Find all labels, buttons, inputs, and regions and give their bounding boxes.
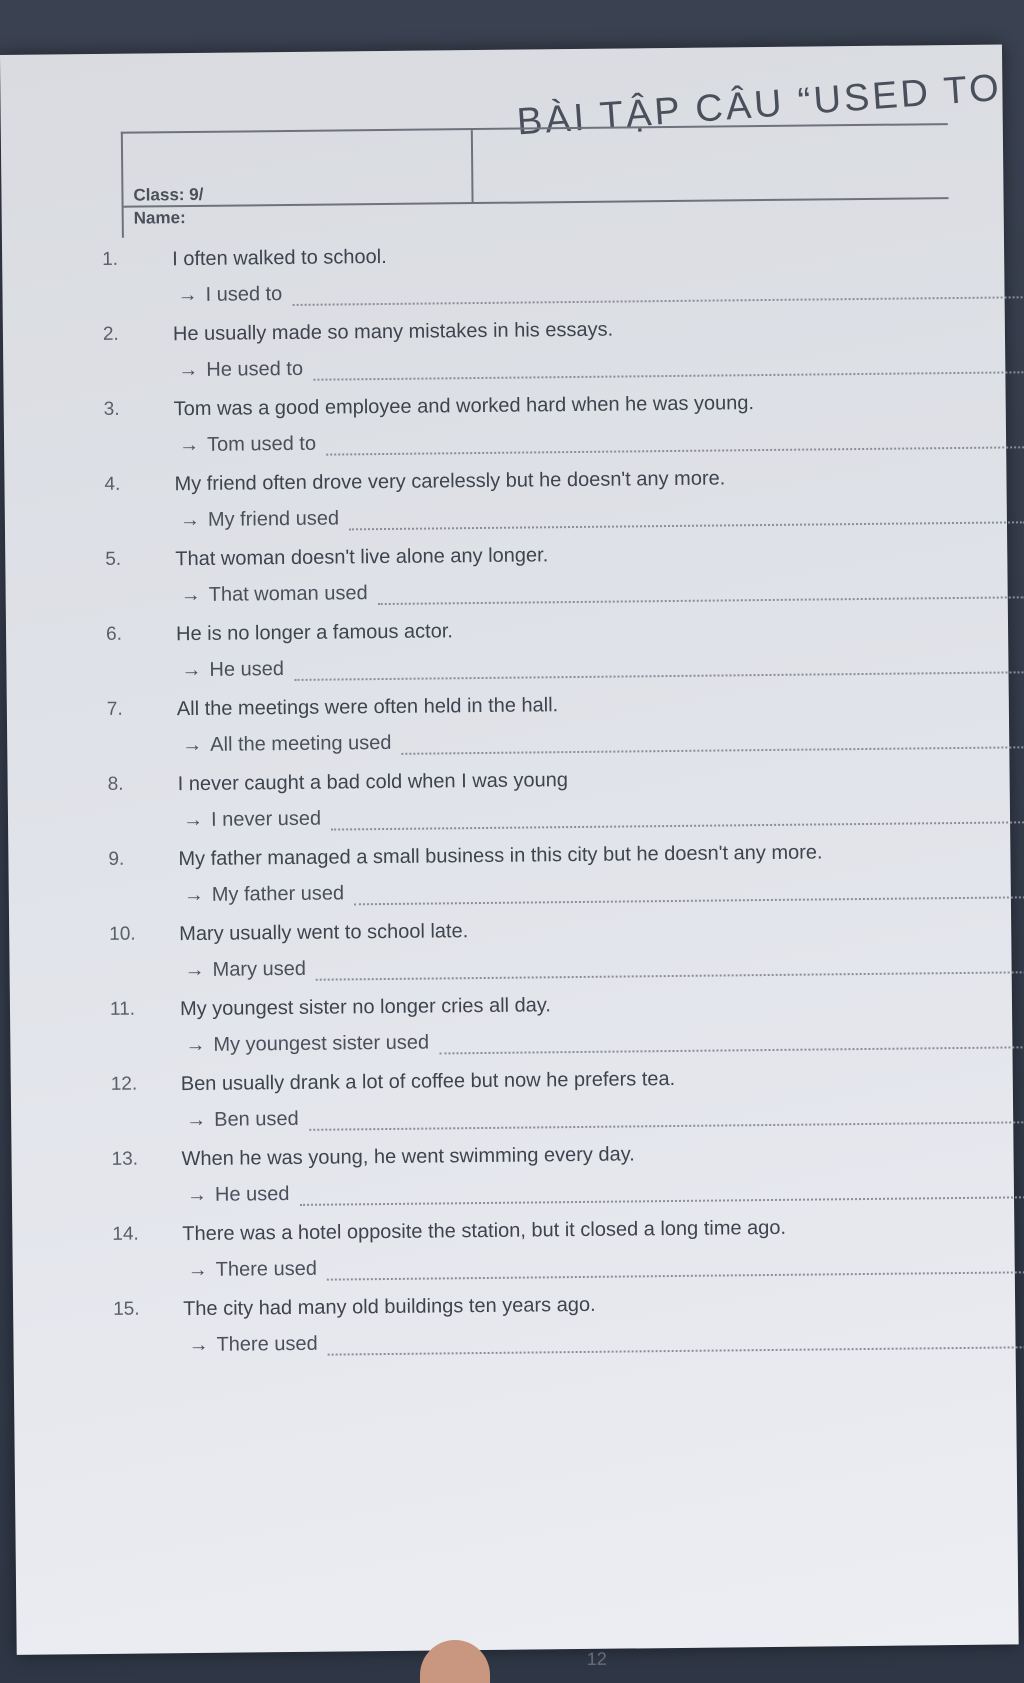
- exercise-item: [109, 914, 1010, 998]
- arrow-icon: →: [188, 1333, 209, 1357]
- item-number: 12.: [110, 1073, 138, 1095]
- item-question: The city had many old buildings ten years ago.: [183, 1293, 596, 1321]
- item-question: Ben usually drank a lot of coffee but now he prefers tea.: [180, 1067, 676, 1096]
- item-number: 13.: [111, 1148, 139, 1170]
- item-question: When he was young, he went swimming every day.: [181, 1143, 635, 1171]
- exercise-item: [103, 315, 1004, 399]
- arrow-icon: →: [179, 508, 200, 532]
- answer-line[interactable]: [309, 1121, 1024, 1131]
- answer-line[interactable]: [293, 296, 1023, 306]
- exercise-item: [104, 465, 1005, 549]
- answer-line[interactable]: [295, 671, 1024, 681]
- answer-start-text: He used: [214, 1183, 290, 1206]
- answer-start-text: Ben used: [214, 1107, 299, 1131]
- info-bottom-line: [124, 197, 949, 208]
- exercise-item: [112, 1214, 1013, 1298]
- worksheet-title: BÀI TẬP CÂU “USED TO: [515, 66, 1004, 144]
- answer-line[interactable]: [326, 446, 1024, 455]
- item-question: He usually made so many mistakes in his essays.: [172, 318, 614, 346]
- info-divider: [471, 130, 474, 202]
- exercise-item: [107, 689, 1008, 773]
- item-answer-prompt: [184, 882, 345, 907]
- item-answer-prompt: [183, 808, 321, 832]
- arrow-icon: →: [186, 1183, 208, 1207]
- arrow-icon: →: [183, 883, 204, 907]
- answer-line[interactable]: [354, 896, 1024, 905]
- item-question: I often walked to school.: [172, 245, 387, 271]
- item-answer-prompt: [181, 658, 284, 682]
- answer-line[interactable]: [328, 1346, 1024, 1355]
- item-number: 6.: [105, 623, 123, 645]
- arrow-icon: →: [182, 733, 203, 757]
- item-answer-prompt: [178, 358, 303, 382]
- page-number: 12: [586, 1648, 607, 1669]
- item-question: I never caught a bad cold when I was young: [177, 769, 569, 796]
- exercise-item: [111, 1139, 1012, 1223]
- arrow-icon: →: [187, 1258, 208, 1282]
- item-answer-prompt: [182, 732, 391, 757]
- exercise-item: [102, 240, 1003, 324]
- exercise-item: [108, 764, 1009, 848]
- exercise-item: [110, 989, 1011, 1073]
- item-question: My youngest sister no longer cries all day.: [179, 994, 552, 1021]
- answer-line[interactable]: [349, 521, 1024, 530]
- item-question: My friend often drove very carelessly but he doesn't any more.: [174, 467, 726, 496]
- answer-line[interactable]: [300, 1196, 1024, 1206]
- answer-start-text: I never used: [210, 807, 322, 831]
- item-number: 11.: [109, 998, 136, 1020]
- item-number: 8.: [107, 773, 124, 795]
- exercise-item: [111, 1064, 1012, 1148]
- item-question: All the meetings were often held in the hall.: [176, 694, 559, 721]
- item-answer-prompt: [188, 1258, 317, 1282]
- item-question: My father managed a small business in this city but he doesn't any more.: [178, 841, 823, 871]
- arrow-icon: →: [177, 283, 198, 307]
- item-answer-prompt: [180, 507, 339, 532]
- answer-start-text: My father used: [211, 882, 345, 906]
- arrow-icon: →: [182, 808, 204, 832]
- exercise-item: [105, 540, 1006, 624]
- item-question: Tom was a good employee and worked hard when he was young.: [173, 392, 755, 421]
- item-answer-prompt: [177, 283, 282, 307]
- answer-start-text: My friend used: [207, 507, 340, 531]
- student-info-box: [121, 123, 949, 238]
- item-answer-prompt: [185, 1032, 429, 1058]
- item-number: 7.: [106, 698, 123, 720]
- class-label: Class: 9/: [133, 184, 204, 205]
- item-number: 4.: [104, 473, 121, 495]
- arrow-icon: →: [184, 958, 205, 982]
- answer-start-text: My youngest sister used: [213, 1031, 430, 1056]
- name-label: Name:: [133, 208, 186, 228]
- item-number: 3.: [103, 398, 120, 420]
- item-question: That woman doesn't live alone any longer.: [175, 544, 549, 571]
- item-number: 5.: [105, 548, 122, 570]
- answer-line[interactable]: [316, 971, 1024, 980]
- answer-start-text: There used: [215, 1257, 318, 1281]
- arrow-icon: →: [180, 583, 201, 607]
- answer-start-text: I used to: [205, 283, 283, 306]
- item-answer-prompt: [186, 1108, 299, 1132]
- item-number: 14.: [112, 1223, 139, 1245]
- answer-line[interactable]: [327, 1271, 1024, 1280]
- exercise-item: [104, 390, 1005, 474]
- item-question: He is no longer a famous actor.: [175, 620, 454, 646]
- arrow-icon: →: [178, 358, 199, 382]
- arrow-icon: →: [178, 433, 200, 457]
- answer-line[interactable]: [378, 596, 1024, 605]
- exercise-item: [113, 1289, 1014, 1373]
- item-answer-prompt: [181, 582, 368, 607]
- item-question: Mary usually went to school late.: [179, 920, 469, 946]
- answer-start-text: There used: [216, 1332, 318, 1356]
- answer-line[interactable]: [439, 1046, 1024, 1054]
- exercise-item: [106, 614, 1007, 698]
- answer-start-text: He used: [209, 658, 285, 681]
- item-number: 9.: [108, 848, 125, 870]
- answer-start-text: Tom used to: [206, 432, 317, 456]
- arrow-icon: →: [181, 658, 202, 682]
- answer-start-text: He used to: [206, 357, 304, 381]
- exercise-item: [108, 839, 1009, 923]
- item-answer-prompt: [187, 1183, 290, 1207]
- arrow-icon: →: [186, 1108, 207, 1132]
- arrow-icon: →: [185, 1033, 206, 1057]
- answer-line[interactable]: [401, 746, 1024, 755]
- answer-start-text: Mary used: [212, 957, 307, 981]
- item-number: 1.: [102, 248, 119, 270]
- item-answer-prompt: [184, 958, 306, 982]
- item-number: 2.: [102, 323, 119, 345]
- item-answer-prompt: [188, 1333, 317, 1357]
- item-answer-prompt: [179, 433, 316, 457]
- exercise-list: [102, 240, 1014, 1374]
- answer-line[interactable]: [313, 371, 1023, 380]
- item-question: There was a hotel opposite the station, but it closed a long time ago.: [182, 1216, 787, 1246]
- item-number: 10.: [109, 923, 136, 945]
- answer-line[interactable]: [331, 821, 1024, 830]
- item-number: 15.: [113, 1298, 140, 1320]
- worksheet-page: [0, 45, 1019, 1669]
- answer-start-text: That woman used: [208, 582, 368, 606]
- answer-start-text: All the meeting used: [210, 731, 392, 756]
